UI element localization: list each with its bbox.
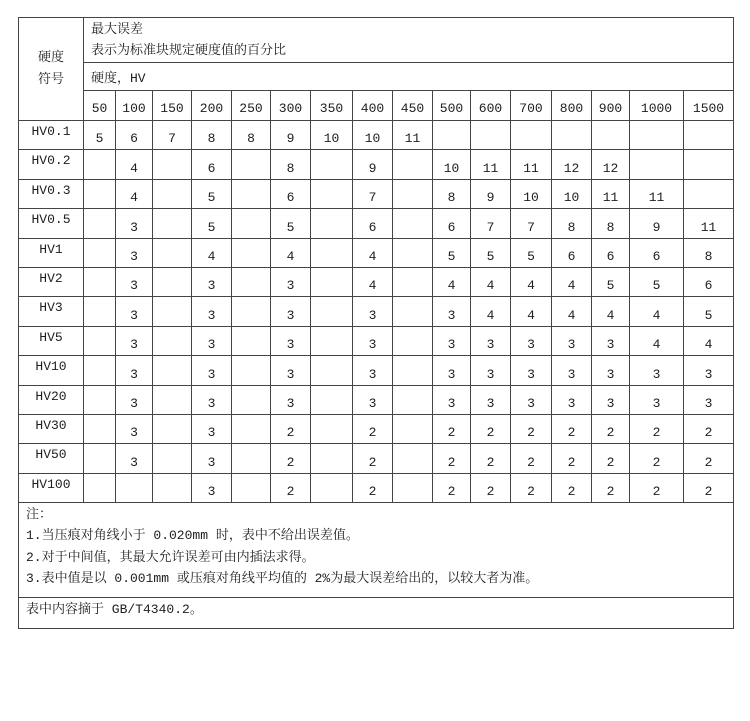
error-value-cell: 6 xyxy=(433,209,471,238)
hardness-hv-label: 硬度，HV xyxy=(84,63,734,91)
row-label: HV5 xyxy=(19,326,84,355)
error-value-cell xyxy=(684,150,734,179)
error-value-cell: 3 xyxy=(552,385,592,414)
error-value-cell: 3 xyxy=(116,297,153,326)
error-value-cell xyxy=(393,356,433,385)
error-value-cell xyxy=(393,326,433,355)
error-value-cell xyxy=(684,121,734,150)
error-value-cell xyxy=(153,209,192,238)
row-label: HV0.3 xyxy=(19,179,84,208)
error-value-cell: 2 xyxy=(471,444,511,473)
error-value-cell xyxy=(311,209,353,238)
error-value-cell xyxy=(153,297,192,326)
error-value-cell: 3 xyxy=(592,385,630,414)
error-value-cell xyxy=(153,356,192,385)
hardness-value-header: 400 xyxy=(353,91,393,121)
hardness-value-header: 500 xyxy=(433,91,471,121)
error-value-cell: 2 xyxy=(592,473,630,502)
error-value-cell: 2 xyxy=(471,473,511,502)
error-value-cell xyxy=(232,179,271,208)
row-label: HV10 xyxy=(19,356,84,385)
error-value-cell: 3 xyxy=(116,444,153,473)
error-value-cell: 3 xyxy=(192,444,232,473)
error-value-cell: 4 xyxy=(511,297,552,326)
table-row xyxy=(19,356,734,385)
error-value-cell xyxy=(153,444,192,473)
error-value-cell xyxy=(232,326,271,355)
row-label: HV0.5 xyxy=(19,209,84,238)
error-value-cell: 6 xyxy=(684,267,734,296)
error-value-cell: 2 xyxy=(271,473,311,502)
error-value-cell: 9 xyxy=(630,209,684,238)
error-value-cell: 3 xyxy=(552,356,592,385)
source-row xyxy=(19,598,734,629)
row-label: HV20 xyxy=(19,385,84,414)
error-value-cell: 2 xyxy=(271,414,311,443)
row-label: HV30 xyxy=(19,414,84,443)
table-row xyxy=(19,179,734,208)
error-value-cell xyxy=(232,209,271,238)
error-value-cell xyxy=(393,297,433,326)
max-error-title: 最大误差 xyxy=(91,22,144,37)
error-value-cell: 3 xyxy=(192,267,232,296)
error-value-cell: 11 xyxy=(471,150,511,179)
error-value-cell: 3 xyxy=(116,385,153,414)
error-value-cell xyxy=(393,238,433,267)
error-value-cell: 5 xyxy=(271,209,311,238)
error-value-cell: 3 xyxy=(116,209,153,238)
error-value-cell xyxy=(471,121,511,150)
error-value-cell xyxy=(311,444,353,473)
error-value-cell: 2 xyxy=(630,473,684,502)
error-value-cell: 3 xyxy=(684,385,734,414)
error-value-cell: 3 xyxy=(433,385,471,414)
row-label: HV0.2 xyxy=(19,150,84,179)
error-value-cell: 3 xyxy=(511,326,552,355)
table-row xyxy=(19,238,734,267)
hardness-value-header: 450 xyxy=(393,91,433,121)
error-value-cell: 5 xyxy=(192,179,232,208)
error-value-cell: 2 xyxy=(684,444,734,473)
error-value-cell: 10 xyxy=(353,121,393,150)
error-value-cell xyxy=(311,238,353,267)
error-value-cell xyxy=(84,179,116,208)
error-value-cell: 3 xyxy=(116,267,153,296)
table-row xyxy=(19,209,734,238)
error-value-cell: 8 xyxy=(684,238,734,267)
max-error-header xyxy=(84,18,734,63)
error-value-cell: 6 xyxy=(552,238,592,267)
header-row-title xyxy=(19,18,734,63)
error-value-cell: 3 xyxy=(630,385,684,414)
error-value-cell xyxy=(84,385,116,414)
error-value-cell xyxy=(232,473,271,502)
error-value-cell: 4 xyxy=(433,267,471,296)
error-value-cell: 4 xyxy=(592,297,630,326)
error-value-cell: 2 xyxy=(552,444,592,473)
hardness-value-header: 200 xyxy=(192,91,232,121)
row-label: HV50 xyxy=(19,444,84,473)
error-value-cell: 6 xyxy=(592,238,630,267)
error-value-cell xyxy=(153,385,192,414)
error-value-cell: 3 xyxy=(271,385,311,414)
error-value-cell: 3 xyxy=(592,326,630,355)
hardness-value-header: 150 xyxy=(153,91,192,121)
error-value-cell xyxy=(153,473,192,502)
error-value-cell: 3 xyxy=(271,326,311,355)
error-value-cell: 11 xyxy=(630,179,684,208)
error-value-cell: 10 xyxy=(311,121,353,150)
error-value-cell: 4 xyxy=(192,238,232,267)
table-row xyxy=(19,414,734,443)
error-value-cell: 3 xyxy=(116,238,153,267)
error-value-cell: 9 xyxy=(271,121,311,150)
hardness-value-header: 350 xyxy=(311,91,353,121)
error-value-cell: 8 xyxy=(592,209,630,238)
error-value-cell xyxy=(232,444,271,473)
error-value-cell: 6 xyxy=(192,150,232,179)
error-value-cell xyxy=(311,385,353,414)
error-value-cell: 3 xyxy=(116,414,153,443)
note-item: 3.表中值是以 0.001mm 或压痕对角线平均值的 2%为最大误差给出的，以较大者为准。 xyxy=(26,570,539,586)
hardness-value-header: 50 xyxy=(84,91,116,121)
table-row xyxy=(19,150,734,179)
hardness-symbol-header-line: 符号 xyxy=(37,72,64,87)
error-value-cell: 5 xyxy=(684,297,734,326)
error-value-cell: 4 xyxy=(511,267,552,296)
hardness-error-table xyxy=(18,17,734,629)
error-value-cell xyxy=(153,414,192,443)
error-value-cell xyxy=(393,385,433,414)
error-value-cell: 4 xyxy=(552,297,592,326)
error-value-cell: 7 xyxy=(153,121,192,150)
error-value-cell: 3 xyxy=(116,326,153,355)
error-value-cell: 5 xyxy=(511,238,552,267)
error-value-cell: 3 xyxy=(192,297,232,326)
row-label: HV100 xyxy=(19,473,84,502)
error-value-cell xyxy=(393,150,433,179)
hardness-value-header: 100 xyxy=(116,91,153,121)
table-body xyxy=(19,121,734,503)
error-value-cell xyxy=(232,238,271,267)
error-value-cell xyxy=(232,356,271,385)
error-value-cell xyxy=(393,414,433,443)
error-value-cell: 6 xyxy=(271,179,311,208)
error-value-cell: 3 xyxy=(552,326,592,355)
error-value-cell xyxy=(116,473,153,502)
error-value-cell: 2 xyxy=(511,473,552,502)
error-value-cell xyxy=(311,326,353,355)
error-value-cell xyxy=(684,179,734,208)
error-value-cell: 3 xyxy=(192,473,232,502)
error-value-cell xyxy=(393,267,433,296)
error-value-cell: 4 xyxy=(630,297,684,326)
error-value-cell: 3 xyxy=(353,297,393,326)
error-value-cell xyxy=(153,179,192,208)
hardness-value-header: 700 xyxy=(511,91,552,121)
error-value-cell: 6 xyxy=(630,238,684,267)
error-value-cell: 2 xyxy=(684,473,734,502)
error-value-cell: 2 xyxy=(353,414,393,443)
header-row-hardness-label xyxy=(19,63,734,91)
error-value-cell xyxy=(311,414,353,443)
error-value-cell xyxy=(153,267,192,296)
error-value-cell: 2 xyxy=(552,414,592,443)
error-value-cell: 4 xyxy=(116,150,153,179)
error-value-cell: 3 xyxy=(684,356,734,385)
hardness-value-header: 300 xyxy=(271,91,311,121)
error-value-cell: 3 xyxy=(353,356,393,385)
error-value-cell xyxy=(311,179,353,208)
error-value-cell: 3 xyxy=(116,356,153,385)
error-value-cell: 2 xyxy=(353,444,393,473)
error-value-cell: 4 xyxy=(471,267,511,296)
error-value-cell: 11 xyxy=(511,150,552,179)
error-value-cell: 3 xyxy=(192,414,232,443)
error-value-cell xyxy=(84,414,116,443)
row-label: HV2 xyxy=(19,267,84,296)
error-value-cell xyxy=(232,385,271,414)
error-value-cell: 2 xyxy=(684,414,734,443)
hardness-value-header: 900 xyxy=(592,91,630,121)
error-value-cell: 2 xyxy=(271,444,311,473)
hardness-symbol-header xyxy=(19,18,84,121)
row-label: HV0.1 xyxy=(19,121,84,150)
hardness-value-header: 600 xyxy=(471,91,511,121)
max-error-subtitle: 表示为标准块规定硬度值的百分比 xyxy=(91,43,287,58)
error-value-cell xyxy=(84,444,116,473)
table-row xyxy=(19,326,734,355)
error-value-cell: 4 xyxy=(552,267,592,296)
hardness-value-header: 1500 xyxy=(684,91,734,121)
table-row xyxy=(19,297,734,326)
error-value-cell: 5 xyxy=(433,238,471,267)
error-value-cell: 4 xyxy=(471,297,511,326)
error-value-cell xyxy=(511,121,552,150)
hardness-value-header: 1000 xyxy=(630,91,684,121)
error-value-cell: 4 xyxy=(684,326,734,355)
error-value-cell xyxy=(630,150,684,179)
table-row xyxy=(19,444,734,473)
error-value-cell xyxy=(84,238,116,267)
error-value-cell: 12 xyxy=(592,150,630,179)
note-item: 2.对于中间值，其最大允许误差可由内插法求得。 xyxy=(26,549,315,565)
error-value-cell xyxy=(153,150,192,179)
error-value-cell xyxy=(311,150,353,179)
error-value-cell xyxy=(84,209,116,238)
error-value-cell: 3 xyxy=(271,356,311,385)
error-value-cell: 3 xyxy=(630,356,684,385)
error-value-cell: 5 xyxy=(471,238,511,267)
error-value-cell: 3 xyxy=(192,356,232,385)
error-value-cell: 10 xyxy=(433,150,471,179)
error-value-cell: 3 xyxy=(271,267,311,296)
error-value-cell: 2 xyxy=(433,473,471,502)
notes-section xyxy=(19,503,734,598)
error-value-cell: 7 xyxy=(353,179,393,208)
table-row xyxy=(19,121,734,150)
error-value-cell: 2 xyxy=(592,414,630,443)
error-value-cell: 3 xyxy=(471,326,511,355)
table-row xyxy=(19,267,734,296)
error-value-cell: 3 xyxy=(353,326,393,355)
error-value-cell xyxy=(84,297,116,326)
error-value-cell: 3 xyxy=(592,356,630,385)
error-value-cell xyxy=(552,121,592,150)
notes-heading: 注： xyxy=(26,507,53,523)
error-value-cell: 3 xyxy=(511,385,552,414)
error-value-cell: 10 xyxy=(552,179,592,208)
error-value-cell: 3 xyxy=(471,356,511,385)
row-label: HV1 xyxy=(19,238,84,267)
hardness-error-table-panel xyxy=(18,17,733,629)
error-value-cell: 2 xyxy=(630,444,684,473)
error-value-cell: 4 xyxy=(353,267,393,296)
error-value-cell xyxy=(393,179,433,208)
error-value-cell xyxy=(630,121,684,150)
error-value-cell: 5 xyxy=(592,267,630,296)
error-value-cell: 6 xyxy=(116,121,153,150)
error-value-cell xyxy=(393,444,433,473)
error-value-cell: 2 xyxy=(433,444,471,473)
error-value-cell: 7 xyxy=(511,209,552,238)
error-value-cell: 9 xyxy=(353,150,393,179)
error-value-cell xyxy=(84,473,116,502)
error-value-cell: 11 xyxy=(393,121,433,150)
error-value-cell: 2 xyxy=(353,473,393,502)
error-value-cell: 2 xyxy=(471,414,511,443)
error-value-cell: 2 xyxy=(511,414,552,443)
error-value-cell: 8 xyxy=(232,121,271,150)
hardness-value-header: 250 xyxy=(232,91,271,121)
source-citation: 表中内容摘于 GB/T4340.2。 xyxy=(19,598,734,629)
error-value-cell xyxy=(311,356,353,385)
error-value-cell xyxy=(153,326,192,355)
error-value-cell: 11 xyxy=(684,209,734,238)
error-value-cell: 4 xyxy=(271,238,311,267)
error-value-cell: 8 xyxy=(552,209,592,238)
error-value-cell: 3 xyxy=(192,385,232,414)
error-value-cell: 3 xyxy=(353,385,393,414)
error-value-cell xyxy=(433,121,471,150)
error-value-cell: 2 xyxy=(433,414,471,443)
error-value-cell xyxy=(592,121,630,150)
error-value-cell: 12 xyxy=(552,150,592,179)
error-value-cell: 2 xyxy=(630,414,684,443)
error-value-cell xyxy=(232,414,271,443)
error-value-cell xyxy=(232,267,271,296)
row-label: HV3 xyxy=(19,297,84,326)
error-value-cell: 5 xyxy=(192,209,232,238)
error-value-cell: 10 xyxy=(511,179,552,208)
error-value-cell: 4 xyxy=(630,326,684,355)
error-value-cell: 8 xyxy=(433,179,471,208)
error-value-cell xyxy=(393,473,433,502)
error-value-cell: 4 xyxy=(116,179,153,208)
error-value-cell: 3 xyxy=(471,385,511,414)
table-row xyxy=(19,473,734,502)
error-value-cell: 8 xyxy=(271,150,311,179)
error-value-cell: 3 xyxy=(433,297,471,326)
error-value-cell xyxy=(84,356,116,385)
table-header xyxy=(19,18,734,121)
error-value-cell xyxy=(311,267,353,296)
error-value-cell: 4 xyxy=(353,238,393,267)
error-value-cell xyxy=(153,238,192,267)
error-value-cell: 5 xyxy=(630,267,684,296)
note-item: 1.当压痕对角线小于 0.020mm 时，表中不给出误差值。 xyxy=(26,528,359,544)
error-value-cell: 5 xyxy=(84,121,116,150)
error-value-cell: 2 xyxy=(511,444,552,473)
error-value-cell xyxy=(311,297,353,326)
error-value-cell: 3 xyxy=(433,356,471,385)
error-value-cell: 3 xyxy=(511,356,552,385)
error-value-cell xyxy=(84,267,116,296)
error-value-cell: 6 xyxy=(353,209,393,238)
error-value-cell: 7 xyxy=(471,209,511,238)
error-value-cell: 3 xyxy=(192,326,232,355)
table-row xyxy=(19,385,734,414)
notes-row xyxy=(19,503,734,598)
error-value-cell: 9 xyxy=(471,179,511,208)
error-value-cell: 2 xyxy=(592,444,630,473)
header-row-hardness-values xyxy=(19,91,734,121)
error-value-cell xyxy=(84,150,116,179)
error-value-cell: 2 xyxy=(552,473,592,502)
error-value-cell xyxy=(311,473,353,502)
error-value-cell: 3 xyxy=(271,297,311,326)
table-footer xyxy=(19,503,734,629)
error-value-cell: 11 xyxy=(592,179,630,208)
error-value-cell: 3 xyxy=(433,326,471,355)
hardness-value-header: 800 xyxy=(552,91,592,121)
hardness-symbol-header-line: 硬度 xyxy=(37,50,64,65)
error-value-cell xyxy=(232,297,271,326)
error-value-cell xyxy=(393,209,433,238)
error-value-cell xyxy=(232,150,271,179)
error-value-cell: 8 xyxy=(192,121,232,150)
error-value-cell xyxy=(84,326,116,355)
